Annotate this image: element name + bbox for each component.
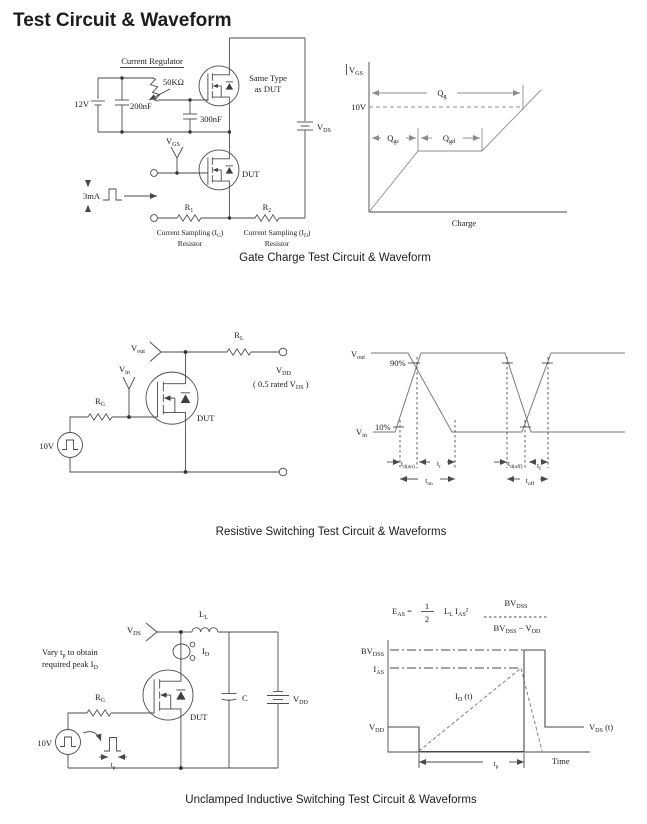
vds-label: $V_{DS}$ xyxy=(317,122,331,135)
idt-label: $I_D$ (t) xyxy=(455,691,473,704)
mosfet-same-type xyxy=(199,66,239,107)
note-line-2: required peak $I_D$ xyxy=(42,659,98,672)
inductive-switching-section xyxy=(37,598,613,806)
resistive-circuit xyxy=(39,330,308,476)
r2-label: $R_2$ xyxy=(262,202,272,215)
resistive-caption: Resistive Switching Test Circuit & Waveforms xyxy=(215,526,447,538)
eas-formula xyxy=(392,598,549,635)
vgs-label: $V_{GS}$ xyxy=(166,136,180,149)
tf-label: $t_f$ xyxy=(537,461,541,473)
ias-axis-label: $I_{AS}$ xyxy=(373,664,384,677)
ground-terminal xyxy=(279,468,287,476)
gate-terminal xyxy=(151,170,158,177)
vout-label: $V_{out}$ xyxy=(131,343,145,356)
resistor-label-2: Resistor xyxy=(264,239,290,248)
vdd-label: $V_{DD}$ xyxy=(276,365,291,378)
vdst-label: $V_{DS}$ (t) xyxy=(589,722,614,735)
vds-trace xyxy=(388,650,584,752)
measure-dashed-lines xyxy=(400,357,548,471)
same-type-label-1: Same Type xyxy=(249,73,287,83)
wave-vin-label: $V_{in}$ xyxy=(356,427,367,440)
vgs-probe xyxy=(158,147,208,173)
ll-ias-label: $L_L$ $I_{AS}^2$ xyxy=(444,606,469,619)
resistor-rg xyxy=(88,414,112,420)
vdd-note-label: ( 0.5 rated $V_{DS}$ ) xyxy=(253,379,309,392)
note-line-1: Vary $t_p$ to obtain xyxy=(42,647,98,660)
vdd-terminal xyxy=(279,348,287,356)
resistive-waveform xyxy=(351,349,625,487)
td-on-label: $t_{d(on)}$ xyxy=(401,459,415,471)
pulse-source xyxy=(56,730,81,755)
resistor-rl xyxy=(227,349,251,355)
tp-dimension xyxy=(419,753,524,771)
resistor-rg xyxy=(87,710,111,716)
wave-vgs-label: $V_{GS}$ xyxy=(349,65,363,78)
mosfet-dut xyxy=(199,150,239,191)
vds-label: $V_{DS}$ xyxy=(127,625,141,638)
time-axis-label: Time xyxy=(552,756,570,766)
r50k-label: 50KΩ xyxy=(163,77,184,87)
resistor-r2 xyxy=(255,215,279,221)
p90-label: 90% xyxy=(390,358,406,368)
vin-probe xyxy=(123,377,135,417)
vdd-axis-label: $V_{DD}$ xyxy=(369,722,384,735)
tp-pulse-glyph xyxy=(104,738,121,752)
sampling-ig-label: Current Sampling $(I_G)$ xyxy=(156,228,224,240)
tp-label: $t_p$ xyxy=(110,760,116,772)
potentiometer-50k xyxy=(149,77,161,102)
curved-arrow xyxy=(83,732,101,741)
r1-terminal xyxy=(151,215,158,222)
charge-axis-label: Charge xyxy=(451,218,477,228)
vdd-label: $V_{DD}$ xyxy=(293,694,308,707)
pulse-glyph xyxy=(103,189,122,200)
ton-label: $t_{on}$ xyxy=(425,476,433,488)
dut-label: DUT xyxy=(242,169,260,179)
v12-label: 12V xyxy=(74,99,89,109)
frac-numerator: 1 xyxy=(424,601,430,611)
gate-charge-waveform xyxy=(347,62,568,228)
pulse-source xyxy=(58,433,83,458)
axes xyxy=(369,62,567,212)
v10-label: 10V xyxy=(37,738,52,748)
v10-label: 10V xyxy=(39,441,54,451)
eas-label: $E_{AS}$ = xyxy=(392,606,412,619)
page-title: Test Circuit & Waveform xyxy=(13,10,232,31)
i3ma-label: 3mA xyxy=(83,191,100,201)
resistive-switching-section xyxy=(39,330,625,538)
mosfet-dut xyxy=(143,670,193,721)
tr-label: $t_r$ xyxy=(437,459,441,471)
rg-label: $R_G$ xyxy=(94,692,106,705)
wiper-arrow xyxy=(149,89,170,100)
gate-charge-caption: Gate Charge Test Circuit & Waveform xyxy=(239,252,431,264)
vin-trace xyxy=(373,353,625,432)
vin-label: $V_{in}$ xyxy=(119,364,130,377)
p10-label: 10% xyxy=(375,422,391,432)
inductive-circuit xyxy=(37,609,308,771)
r1-label: $R_1$ xyxy=(184,202,194,215)
mosfet-dut xyxy=(146,372,198,425)
wave-vout-label: $V_{out}$ xyxy=(351,349,365,362)
inductor-ll xyxy=(192,628,218,632)
td-off-label: $t_{d(off)}$ xyxy=(508,459,523,471)
c200-label: 200nF xyxy=(130,101,152,111)
qg-label: $Q_g$ xyxy=(437,88,447,101)
resistor-r1 xyxy=(177,215,201,221)
vout-trace xyxy=(371,353,625,432)
rg-label: $R_G$ xyxy=(94,396,106,409)
frac-denominator: 2 xyxy=(424,614,430,624)
toff-label: $t_{off}$ xyxy=(525,476,535,488)
gate-charge-section xyxy=(74,38,567,264)
vout-probe xyxy=(150,342,227,362)
current-probe xyxy=(173,642,195,660)
resistor-label-1: Resistor xyxy=(177,239,203,248)
same-type-label-2: as DUT xyxy=(254,84,282,94)
c-label: C xyxy=(242,693,248,703)
vgs-curve xyxy=(369,90,541,212)
bvdss-vdd-denominator: $BV_{DSS} - V_{DD}$ xyxy=(493,623,541,636)
inductive-waveform xyxy=(361,598,613,770)
tp-label: $t_p$ xyxy=(493,759,499,771)
ll-label: $L_L$ xyxy=(199,609,208,622)
bvdss-axis-label: $BV_{DSS}$ xyxy=(360,646,384,659)
inductive-caption: Unclamped Inductive Switching Test Circuit & Waveforms xyxy=(185,794,477,806)
sampling-id-label: Current Sampling $(I_D)$ xyxy=(243,228,311,240)
qgd-label: $Q_{gd}$ xyxy=(442,133,456,146)
bvdss-numerator: $BV_{DSS}$ xyxy=(504,598,528,611)
gate-charge-circuit xyxy=(74,38,331,248)
id-label: $I_D$ xyxy=(202,646,210,659)
c300-label: 300nF xyxy=(200,114,222,124)
dut-label: DUT xyxy=(197,413,215,423)
qgs-label: $Q_{gs}$ xyxy=(387,133,399,146)
axes xyxy=(388,640,590,752)
circuit-wires xyxy=(62,342,279,472)
dut-label: DUT xyxy=(190,712,208,722)
rl-label: $R_L$ xyxy=(234,330,244,343)
wave-10v-label: 10V xyxy=(351,102,366,112)
vds-probe xyxy=(146,623,181,641)
current-regulator-label: Current Regulator xyxy=(121,56,183,66)
